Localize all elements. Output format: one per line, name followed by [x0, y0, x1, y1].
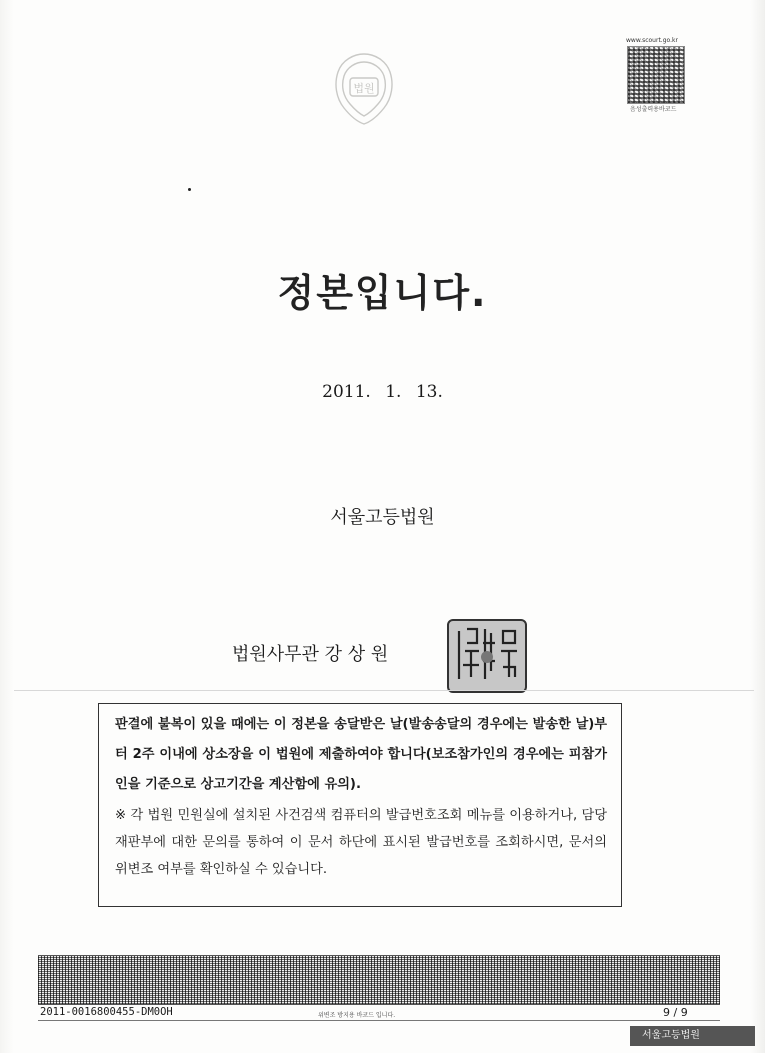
- qr-url: www.scourt.go.kr: [626, 37, 678, 44]
- emblem-label: 법원: [353, 82, 375, 95]
- certificate-title: 정본입니다.: [277, 271, 488, 315]
- qr-caption: 음성출력용바코드: [630, 106, 677, 113]
- issue-number: 2011-0016800455-DM0OH: [40, 1006, 173, 1018]
- fold-line: [14, 690, 754, 691]
- qr-code-icon: [627, 46, 685, 104]
- verification-note: ※ 각 법원 민원실에 설치된 사건검색 컴퓨터의 발급번호조회 메뉴를 이용하거나, 담당 재판부에 대한 문의를 통하여 이 문서 하단에 표시된 발급번호를 조회하시면, 문서의 위변조 여부를 확인하실 수 있습니다.: [115, 808, 607, 877]
- appeal-notice-box: [98, 703, 622, 907]
- official-seal-icon: [447, 619, 527, 693]
- court-footer-band: 서울고등법원: [630, 1026, 755, 1046]
- clerk-name: 법원사무관 강 상 원: [232, 644, 389, 665]
- barcode-caption: 위변조 방지용 바코드 입니다.: [318, 1012, 396, 1019]
- appeal-notice-text: 판결에 불복이 있을 때에는 이 정본을 송달받은 날(발송송달의 경우에는 발송한 날)부터 2주 이내에 상소장을 이 법원에 제출하여야 합니다(보조참가인의 경우에는 피참가인을 기준으로 상고기간을 계산함에 유의).: [115, 717, 607, 792]
- anti-forgery-barcode-icon: [38, 955, 720, 1005]
- court-emblem-icon: [330, 50, 398, 126]
- certificate-date: 2011. 1. 13.: [322, 382, 443, 402]
- page-number: 9 / 9: [663, 1006, 688, 1019]
- court-name: 서울고등법원: [330, 507, 435, 528]
- speck-mark: [188, 188, 191, 191]
